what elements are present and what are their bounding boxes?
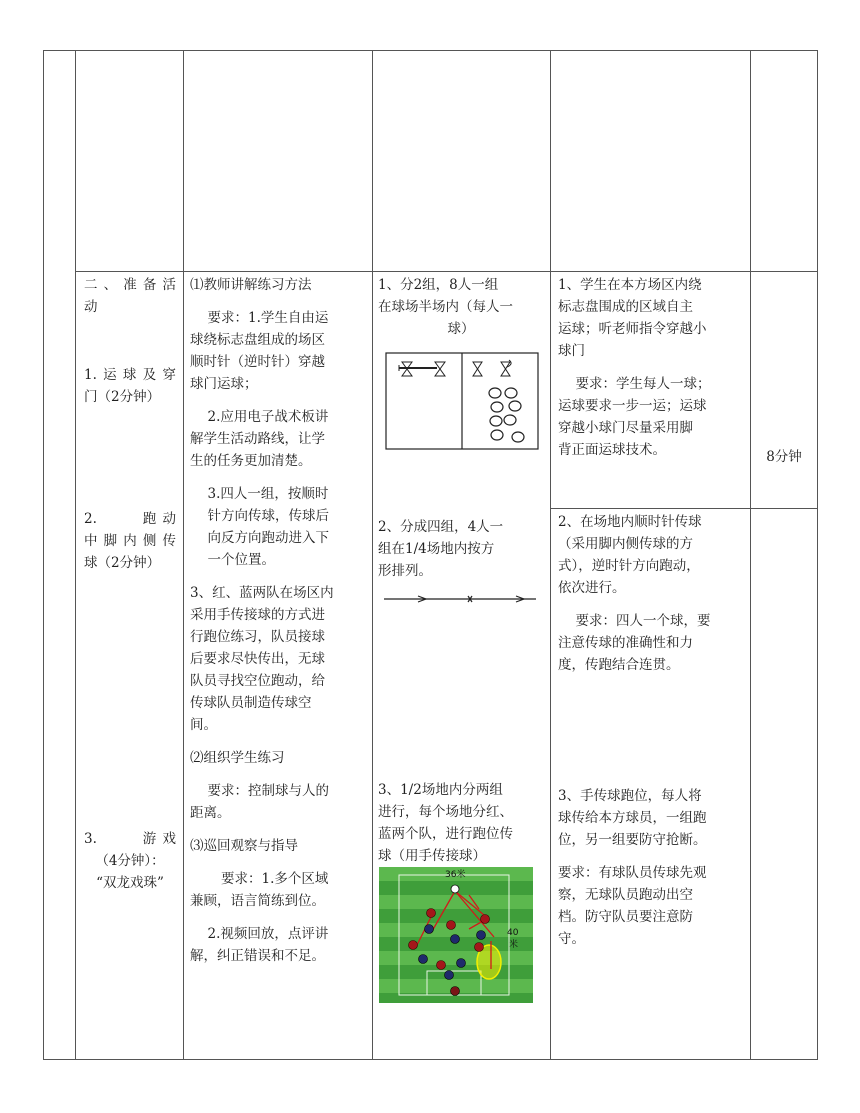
teacher-line: 解学生活动路线，让学 <box>190 431 325 447</box>
content-line: 二、准备活 <box>84 277 176 293</box>
mini-goal-icon <box>399 362 445 376</box>
content-line: “双龙戏珠” <box>96 875 164 891</box>
teacher-line: 采用手传接球的方式进 <box>190 607 325 623</box>
student-line: （采用脚内侧传球的方 <box>558 536 693 552</box>
dribble-field-diagram <box>385 352 539 450</box>
student-line: 要求：有球队员传球先观 <box>558 865 707 881</box>
teacher-line: 2.应用电子战术板讲 <box>207 409 329 425</box>
pitch-width-label: 36米 <box>445 870 466 880</box>
org-line: 在球场半场内（每人一 <box>378 299 513 315</box>
student-line: 式），逆时针方向跑动， <box>558 558 700 574</box>
teacher-line: ⑴教师讲解练习方法 <box>190 277 312 293</box>
teacher-line: 球门运球； <box>190 376 258 392</box>
student-line: 察，无球队员跑动出空 <box>558 887 693 903</box>
teacher-line: 向反方向跑动进入下 <box>207 530 330 546</box>
content-line: 2. 跑动 <box>84 511 176 527</box>
org-line: 2、分成四组，4人一 <box>378 519 504 535</box>
ball-icon <box>451 885 459 893</box>
teacher-line: 针方向传球，传球后 <box>207 508 330 524</box>
content-line: 动 <box>84 299 98 315</box>
org-line: 进行，每个场地分红、 <box>378 804 513 820</box>
teacher-line: 行跑位练习，队员接球 <box>190 629 325 645</box>
organization-column <box>378 274 544 340</box>
student-line: 运球；听老师指令穿越小 <box>558 321 707 337</box>
student-line: 3、手传球跑位，每人将 <box>558 788 702 804</box>
content-line: 中脚内侧传 <box>84 533 176 549</box>
student-line: 档。防守队员要注意防 <box>558 909 693 925</box>
time-cell <box>752 446 816 468</box>
student-line: 要求：四人一个球，要 <box>575 613 711 629</box>
teacher-line: 距离。 <box>190 805 231 821</box>
org-line: 形排列。 <box>378 563 432 579</box>
student-line: 位，另一组要防守抢断。 <box>558 832 707 848</box>
pitch-length-label-a: 40 <box>507 928 519 938</box>
teacher-line: 球绕标志盘组成的场区 <box>190 332 325 348</box>
content-line: （4分钟）： <box>95 853 165 869</box>
teacher-line: 3、红、蓝两队在场区内 <box>190 585 334 601</box>
teacher-line: 一个位置。 <box>207 552 276 568</box>
student-line: 背正面运球技术。 <box>558 442 666 458</box>
org-line: 组在1/4场地内按方 <box>378 541 495 557</box>
org-line: 蓝两个队，进行跑位传 <box>378 826 513 842</box>
student-line: 1、学生在本方场区内绕 <box>558 277 702 293</box>
student-column <box>558 274 746 461</box>
student-line: 运球要求一步一运；运球 <box>558 398 707 414</box>
teacher-line: 要求：1.学生自由运 <box>207 310 329 326</box>
teacher-line: 后要求尽快传出，无球 <box>190 651 325 667</box>
passing-line-diagram <box>382 592 540 606</box>
teacher-line: 要求：控制球与人的 <box>207 783 330 799</box>
student-line: 2、在场地内顺时针传球 <box>558 514 702 530</box>
student-line: 球门 <box>558 343 585 359</box>
teacher-line: 队员寻找空位跑动，给 <box>190 673 325 689</box>
content-column <box>84 274 176 894</box>
goalkeeper-icon <box>451 987 460 996</box>
ball-icon <box>489 388 524 442</box>
student-line: 球传给本方球员，一组跑 <box>558 810 707 826</box>
student-line: 要求：学生每人一球； <box>575 376 711 392</box>
org-line: 球） <box>447 321 475 337</box>
teacher-line: 传球队员制造传球空 <box>190 695 312 711</box>
teacher-line: 2.视频回放，点评讲 <box>207 926 329 942</box>
student-line: 依次进行。 <box>558 580 626 596</box>
teacher-line: 3.四人一组，按顺时 <box>207 486 329 502</box>
teacher-line: 顺时针（逆时针）穿越 <box>190 354 325 370</box>
org-line: 1、分2组，8人一组 <box>378 277 499 293</box>
student-line: 穿越小球门尽量采用脚 <box>558 420 693 436</box>
teacher-line: 间。 <box>190 717 217 733</box>
content-line: 1.运球及穿 <box>84 367 176 383</box>
student-line: 注意传球的准确性和力 <box>558 635 693 651</box>
organization-column-3 <box>378 779 544 867</box>
student-line: 标志盘围成的区域自主 <box>558 299 693 315</box>
time-value: 8分钟 <box>766 449 802 465</box>
student-column-2 <box>558 511 746 676</box>
teacher-line: 要求：1.多个区域 <box>221 871 329 887</box>
teacher-line: ⑶巡回观察与指导 <box>190 838 298 854</box>
content-line: 球（2分钟） <box>84 555 161 571</box>
pitch-diagram <box>379 867 533 1003</box>
org-line: 球（用手传接球） <box>378 848 486 864</box>
student-column-3 <box>558 785 746 950</box>
teacher-line: 解，纠正错误和不足。 <box>190 948 325 964</box>
teacher-line: ⑵组织学生练习 <box>190 750 285 766</box>
content-line: 门（2分钟） <box>84 389 161 405</box>
content-line: 3. 游戏 <box>84 831 176 847</box>
organization-column-2 <box>378 516 544 582</box>
teacher-column <box>190 274 368 967</box>
student-line: 度，传跑结合连贯。 <box>558 657 680 673</box>
student-line: 守。 <box>558 931 585 947</box>
teacher-line: 兼顾，语言简练到位。 <box>190 893 325 909</box>
pitch-length-label-b: 米 <box>509 940 519 950</box>
org-line: 3、1/2场地内分两组 <box>378 782 503 798</box>
mini-goal-icon <box>473 360 511 376</box>
teacher-line: 生的任务更加清楚。 <box>190 453 312 469</box>
